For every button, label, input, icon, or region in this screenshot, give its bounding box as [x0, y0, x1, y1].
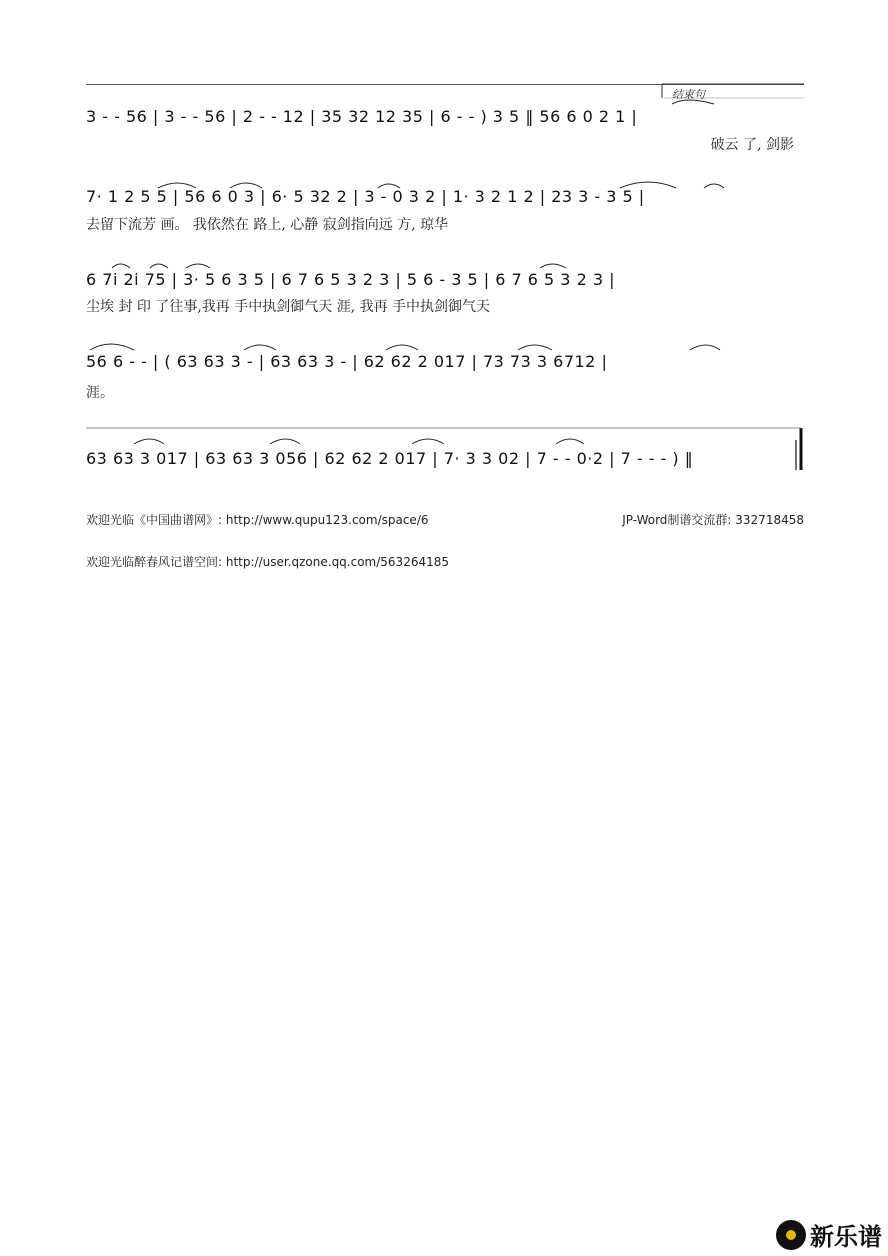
record-disc-icon [776, 1220, 806, 1250]
ending-label: 结束句 [672, 88, 705, 101]
top-staff-rule [86, 84, 804, 85]
score-row-2: 7· 1 2 5 5 | 56 6 0 3 | 6· 5 32 2 | 3 - 0 3 2 | 1· 3 2 1 2 | 23 3 - 3 5 | [86, 186, 645, 206]
footer-group-info: JP-Word制谱交流群: 332718458 [622, 513, 804, 527]
score-marks [0, 0, 888, 480]
lyrics-row-1: 破云 了, 剑影 [710, 137, 794, 153]
score-row-5: 63 63 3 017 | 63 63 3 056 | 62 62 2 017 | 7· 3 3 02 | 7 - - 0·2 | 7 - - - ) ‖ [86, 448, 694, 468]
footer-site-link[interactable]: 欢迎光临《中国曲谱网》: http://www.qupu123.com/space/6 [86, 513, 429, 527]
score-row-1: 3 - - 56 | 3 - - 56 | 2 - - 12 | 35 32 12 35 | 6 - - ) 3 5 ‖ 56 6 0 2 1 | [86, 106, 638, 126]
lyrics-row-3: 尘埃 封 印 了往事,我再 手中执剑御气天 涯, 我再 手中执剑御气天 [86, 299, 491, 315]
site-logo [776, 1217, 882, 1252]
score-row-4: 56 6 - - | ( 63 63 3 - | 63 63 3 - | 62 62 2 017 | 73 73 3 6712 | [86, 351, 608, 371]
lyrics-row-4: 涯。 [86, 385, 114, 401]
lyrics-row-2: 去留下流芳 画。 我依然在 路上, 心静 寂剑指向远 方, 琼华 [86, 217, 449, 233]
footer-space-link[interactable]: 欢迎光临醉春风记谱空间: http://user.qzone.qq.com/563264185 [86, 555, 450, 569]
logo-text: 新乐谱 [810, 1223, 882, 1251]
score-row-3: 6 7i 2i 75 | 3· 5 6 3 5 | 6 7 6 5 3 2 3 | 5 6 - 3 5 | 6 7 6 5 3 2 3 | [86, 269, 615, 289]
